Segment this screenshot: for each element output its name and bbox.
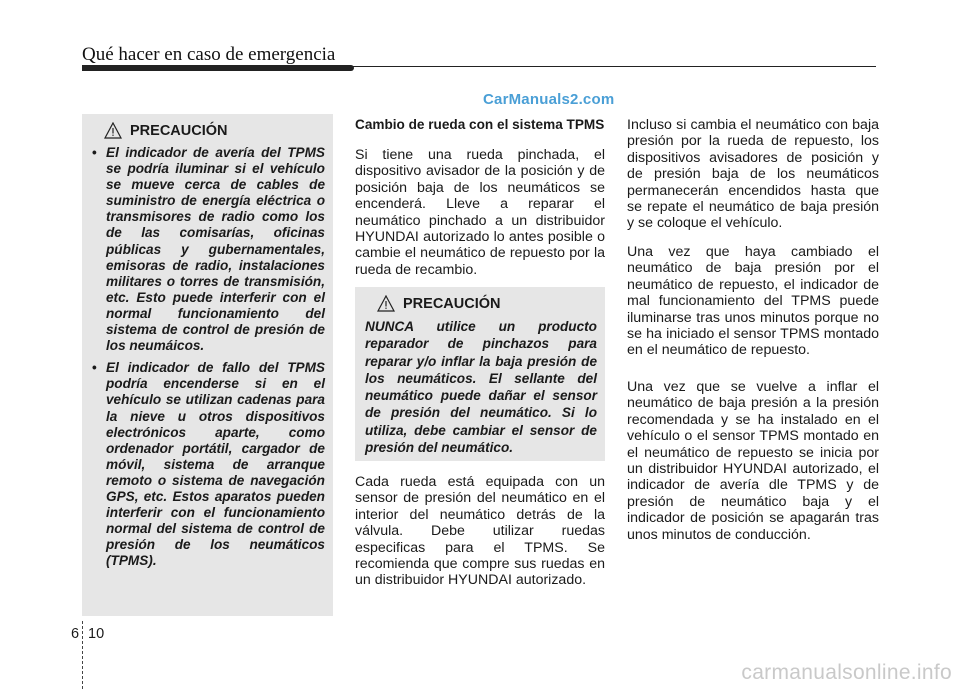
section-heading: Cambio de rueda con el sistema TPMS [355,117,605,132]
caution-box-middle [355,287,605,461]
page-number: 10 [88,626,105,642]
paragraph: Una vez que se vuelve a inflar el neumático de baja presión a la presión recomendada y se ha instalado en el vehículo o el sensor TPMS montado en el neumático de repuesto se inicia por un distribuidor HYUNDAI autorizado, el indicador de avería dle TPMS y de presión de neumático baja y el indicador de posición se apagarán tras unos minutos de conducción. [627,379,879,543]
caution-box-left [82,114,333,616]
caution-header [365,295,597,312]
caution-bullet: • El indicador de avería del TPMS se podría iluminar si el vehículo se mueve cerca de cables de suministro de energía eléctrica o transmisores de radio como los de las comisarías, oficinas públicas y gubernamentales, emisoras de radio, instalaciones militares o torres de transmisión, etc. Esto puede interferir con el normal funcionamiento del sistema de control de presión de los neumáicos. [92,145,325,354]
paragraph: Si tiene una rueda pinchada, el dispositivo avisador de la posición y de posición baja de los neumáticos se encenderá. Lleve a reparar el neumático pinchado a un distribuidor HYUNDAI autorizado lo antes posible o cambie el neumático de repuesto por la rueda de recambio. [355,147,605,278]
header-rule [82,66,876,67]
caution-bullet: • El indicador de fallo del TPMS podría encenderse si en el vehículo se utilizan cadenas para la nieve u otros dispositivos electrónicos aparte, como ordenador portátil, cargador de móvil, sistema de arranque remoto o sistema de navegación GPS, etc. Estos aparatos pueden interferir con el funcionamiento normal del sistema de control de presión de los neumáticos (TPMS). [92,360,325,569]
caution-bullet-list [92,145,325,569]
page-header-title: Qué hacer en caso de emergencia [82,44,336,65]
warning-triangle-icon [377,295,395,312]
caution-title: PRECAUCIÓN [130,122,228,139]
page-number-divider [82,621,84,689]
watermark-bottom: carmanualsonline.info [741,661,952,684]
paragraph: Cada rueda está equipada con un sensor de presión del neumático en el interior del neumático detrás de la válvula. Debe utilizar ruedas especificas para el TPMS. Se recomienda que compre sus ruedas en un distribuidor HYUNDAI autorizado. [355,474,605,589]
warning-triangle-icon [104,122,122,139]
caution-text: NUNCA utilice un producto reparador de pinchazos para reparar y/o inflar la baja presión de los neumáticos. El sellante del neumático puede dañar el sensor de presión del neumático. Si lo utiliza, debe cambiar el sensor de presión del neumático. [365,319,597,456]
watermark-top: CarManuals2.com [483,91,615,108]
caution-header [92,122,325,139]
paragraph: Incluso si cambia el neumático con baja presión por la rueda de repuesto, los dispositivos avisadores de posición y de presión baja de los neumáticos permanecerán encendidos hasta que se repate el neumático de baja presión y se coloque el vehículo. [627,117,879,232]
paragraph: Una vez que haya cambiado el neumático de baja presión por el neumático de repuesto, el indicador de mal funcionamiento del TPMS puede iluminarse tras unos minutos porque no se ha iniciado el sensor TPMS montado en el neumático de repuesto. [627,244,879,359]
caution-title: PRECAUCIÓN [403,295,501,312]
section-number: 6 [71,626,80,642]
